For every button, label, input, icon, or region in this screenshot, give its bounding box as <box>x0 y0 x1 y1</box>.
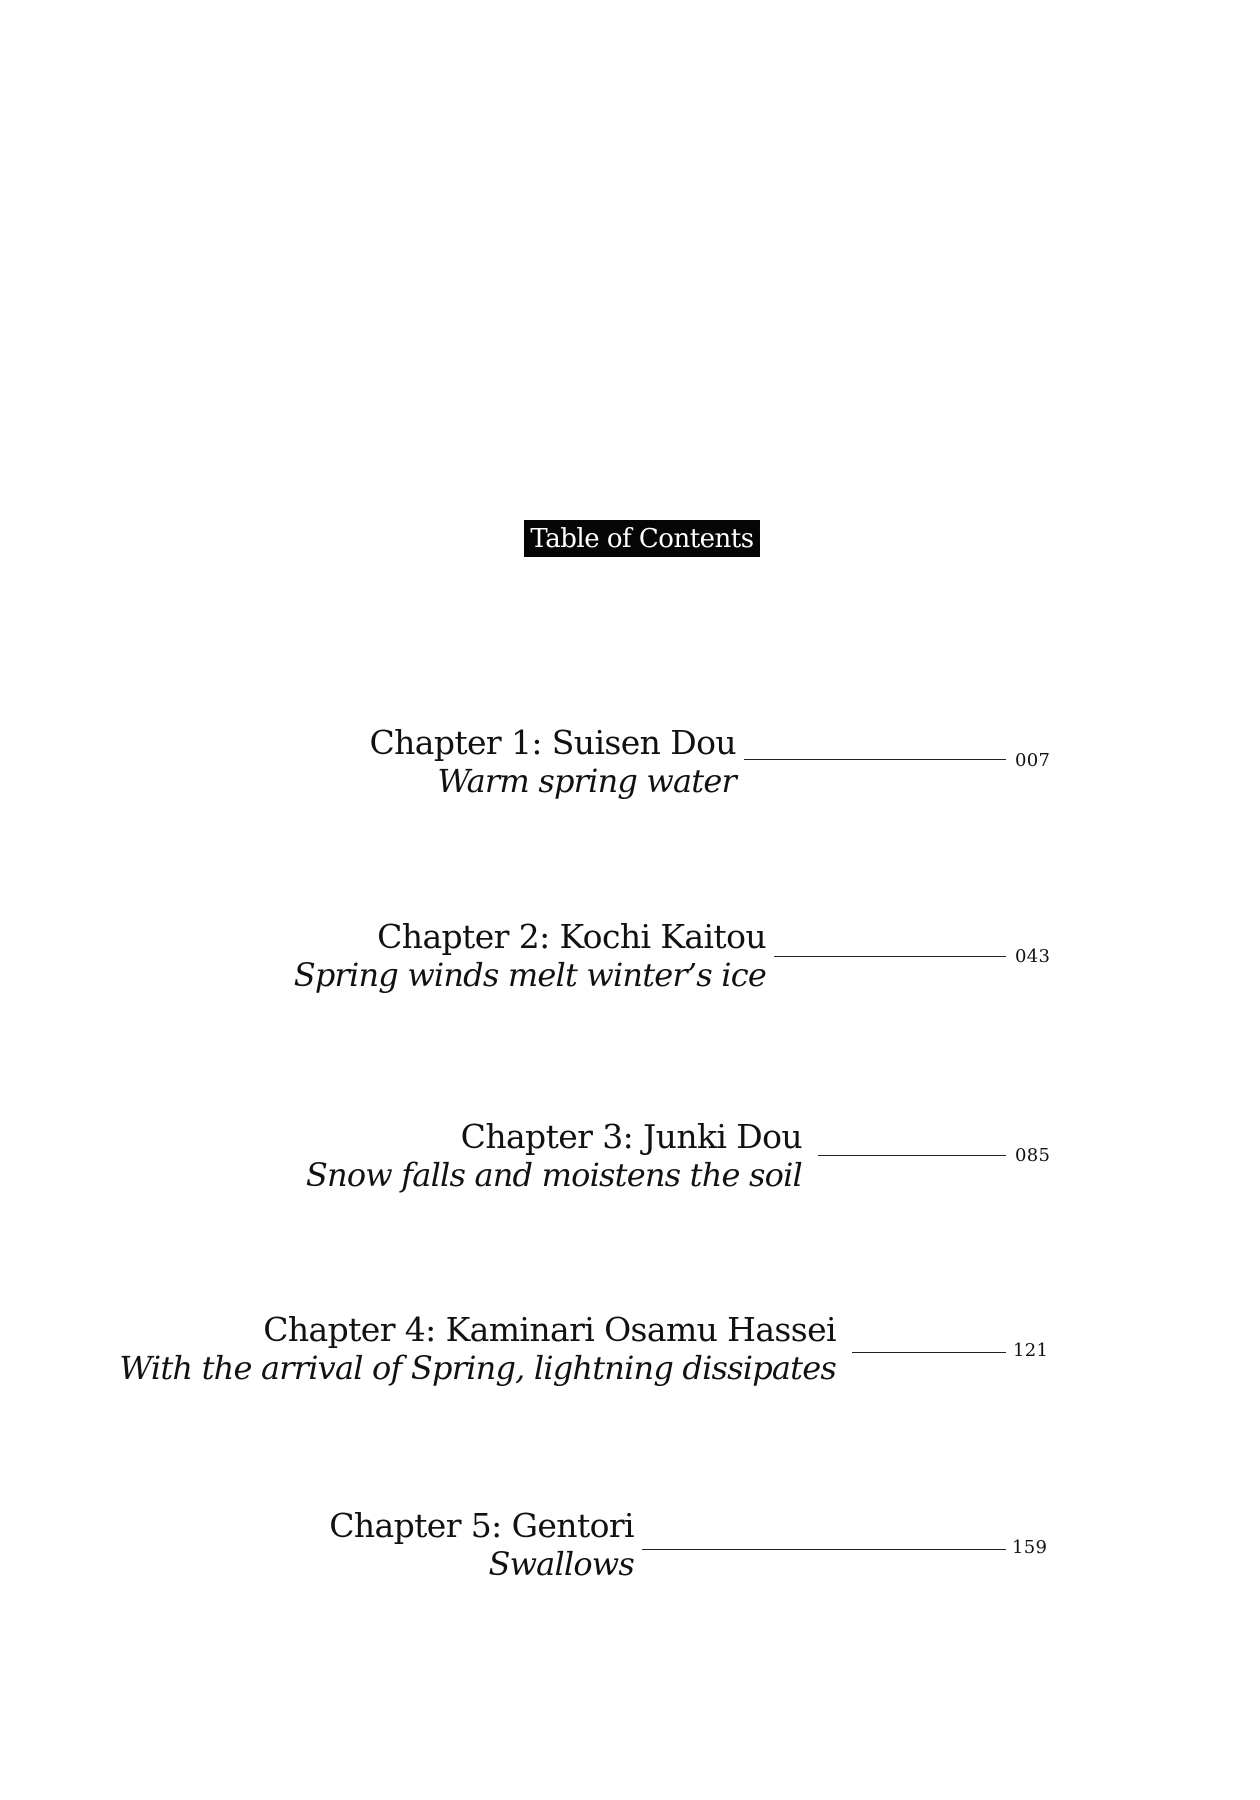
leader-line <box>744 759 1006 760</box>
toc-entry-text <box>306 1118 802 1194</box>
chapter-title: Chapter 3: Junki Dou <box>460 1117 802 1156</box>
leader-line <box>852 1352 1006 1353</box>
toc-entry-text <box>294 918 766 994</box>
page-number: 043 <box>1015 946 1051 967</box>
chapter-title: Chapter 5: Gentori <box>329 1506 634 1545</box>
toc-entry-5[interactable] <box>0 1507 1260 1587</box>
chapter-title: Chapter 4: Kaminari Osamu Hassei <box>263 1310 836 1349</box>
toc-heading-label: Table of Contents <box>530 523 754 554</box>
toc-heading <box>524 520 760 557</box>
chapter-subtitle: Swallows <box>488 1545 634 1583</box>
toc-entry-1[interactable] <box>0 724 1260 804</box>
toc-entry-2[interactable] <box>0 918 1260 998</box>
leader-line <box>818 1155 1006 1156</box>
toc-entry-text <box>369 724 736 800</box>
toc-entry-text <box>329 1507 634 1583</box>
chapter-subtitle: Snow falls and moistens the soil <box>305 1156 802 1194</box>
page-number: 007 <box>1015 750 1051 771</box>
page-number: 159 <box>1012 1537 1048 1558</box>
chapter-subtitle: With the arrival of Spring, lightning dissipates <box>119 1349 836 1387</box>
chapter-subtitle: Spring winds melt winter’s ice <box>293 956 766 994</box>
leader-line <box>774 956 1006 957</box>
chapter-subtitle: Warm spring water <box>437 762 736 800</box>
page-number: 085 <box>1015 1145 1051 1166</box>
page-number: 121 <box>1013 1340 1049 1361</box>
toc-entry-4[interactable] <box>0 1311 1260 1391</box>
chapter-title: Chapter 1: Suisen Dou <box>369 723 736 762</box>
chapter-title: Chapter 2: Kochi Kaitou <box>377 917 766 956</box>
leader-line <box>642 1549 1006 1550</box>
toc-entry-3[interactable] <box>0 1118 1260 1198</box>
toc-entry-text <box>119 1311 836 1387</box>
